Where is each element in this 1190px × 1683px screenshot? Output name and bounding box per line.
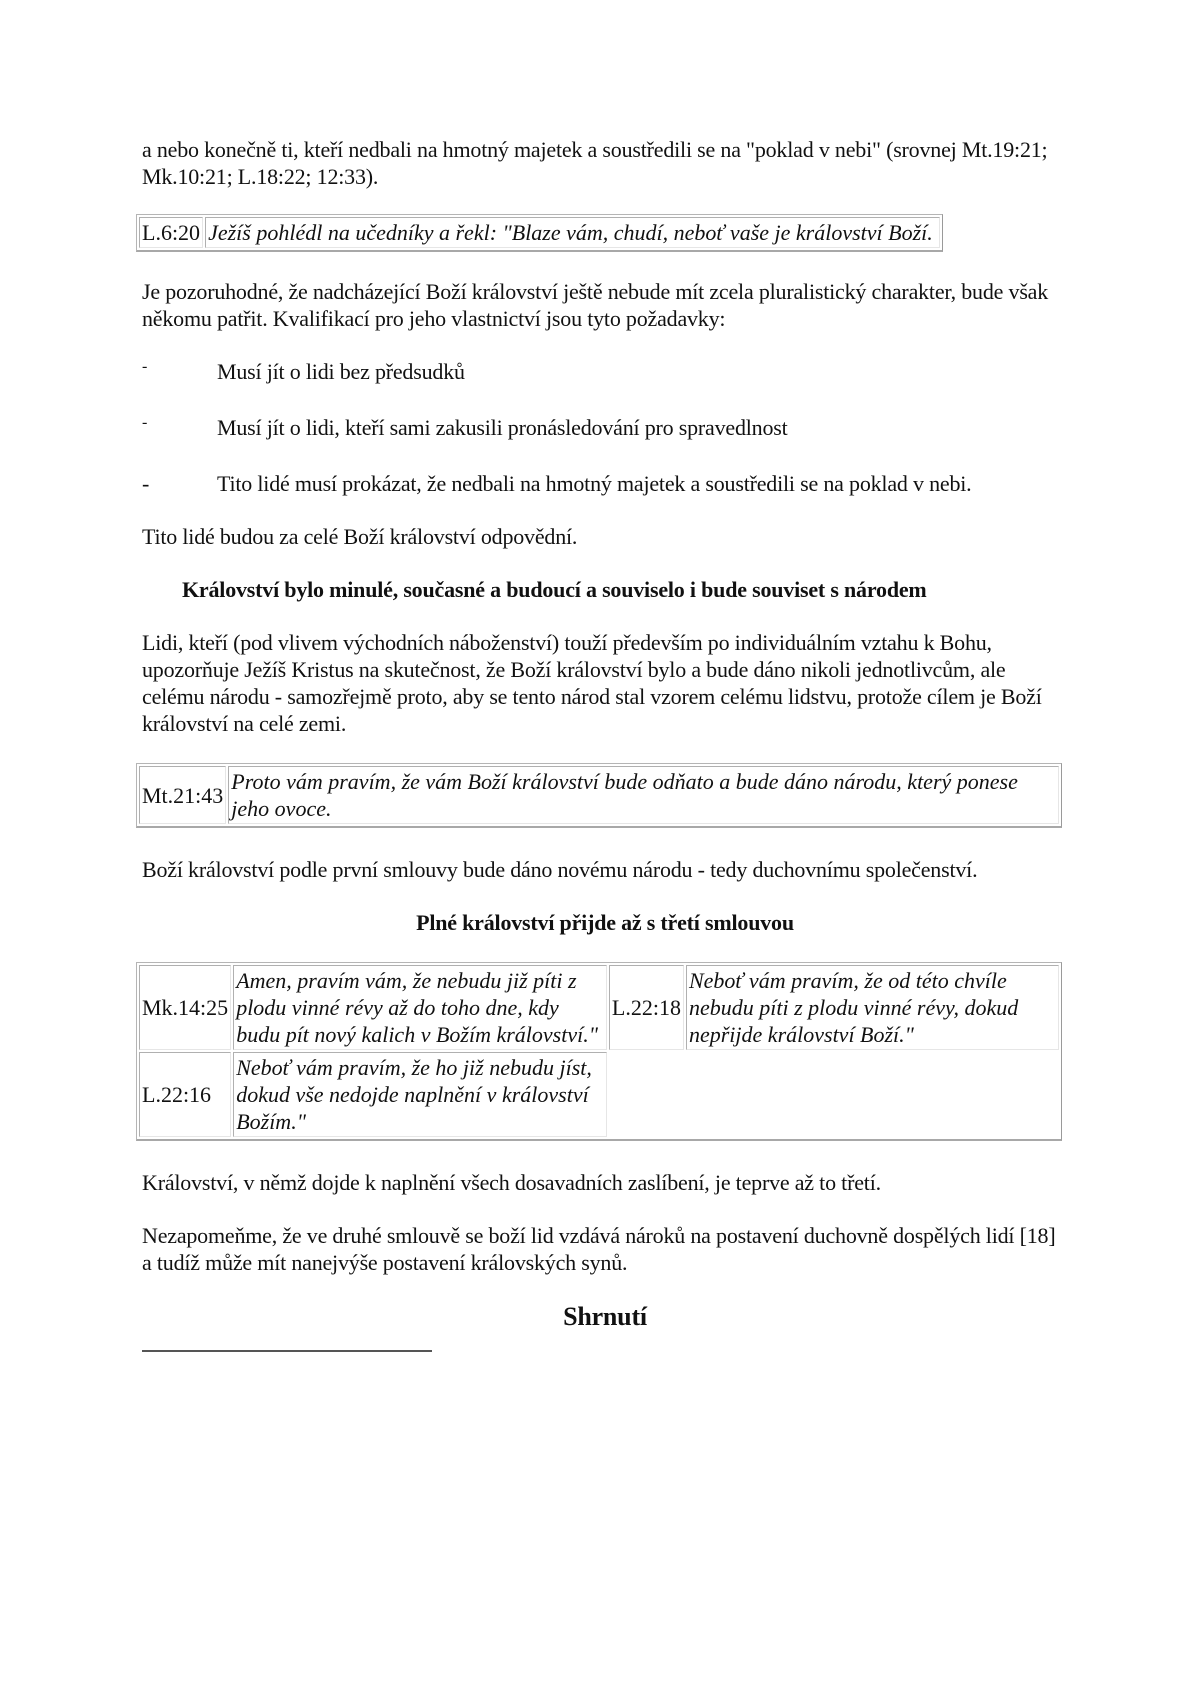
verse-reference: Mt.21:43 [139, 766, 226, 824]
paragraph-first-covenant: Boží království podle první smlouvy bude dáno novému národu - tedy duchovnímu společenství. [142, 857, 978, 882]
verse-quote: Proto vám pravím, že vám Boží království bude odňato a bude dáno národu, který ponese jeho ovoce. [228, 766, 1059, 824]
paragraph-individual-relationship: Lidi, kteří (pod vlivem východních náboženství) touží především po individuálním vztahu k Bohu, upozorňuje Ježíš Kristus na skutečnost, že Boží království bylo a bude dáno nikoli jednotlivcům, ale celému národu - samozřejmě proto, aby se tento národ stal vzorem celému lidstvu, protože cílem je Boží království na celé zemi. [142, 630, 1042, 736]
verse-table-last-supper [136, 962, 1062, 1141]
table-row [139, 217, 940, 248]
requirement-item [142, 414, 1062, 441]
verse-reference: L.22:18 [609, 965, 684, 1050]
dash-marker: - [142, 414, 148, 431]
requirement-text: Musí jít o lidi bez předsudků [217, 359, 465, 384]
verse-table-luke-6-20 [136, 214, 943, 252]
verse-reference: L.6:20 [139, 217, 203, 248]
requirement-item [142, 470, 1062, 497]
section-heading-full-kingdom: Plné království přijde až s třetí smlouvou [416, 910, 794, 935]
paragraph-responsibility: Tito lidé budou za celé Boží království odpovědní. [142, 524, 578, 549]
verse-table-matthew-21-43 [136, 763, 1062, 828]
paragraph-requirements-intro: Je pozoruhodné, že nadcházející Boží království ještě nebude mít zcela pluralistický charakter, bude však někomu patřit. Kvalifikací pro jeho vlastnictví jsou tyto požadavky: [142, 279, 1049, 331]
verse-quote: Ježíš pohlédl na učedníky a řekl: "Blaze vám, chudí, neboť vaše je království Boží. [205, 217, 940, 248]
intro-paragraph: a nebo konečně ti, kteří nedbali na hmotný majetek a soustředili se na "poklad v nebi" (srovnej Mt.19:21; Mk.10:21; L.18:22; 12:33). [142, 137, 1048, 189]
requirement-item [142, 358, 1062, 385]
table-row [139, 1052, 1059, 1137]
requirement-text: Musí jít o lidi, kteří sami zakusili pronásledování pro spravedlnost [217, 415, 788, 440]
dash-marker: - [142, 471, 150, 496]
verse-quote: Amen, pravím vám, že nebudu již píti z plodu vinné révy až do toho dne, kdy budu pít nový kalich v Božím království." [233, 965, 607, 1050]
section-heading-summary: Shrnutí [563, 1302, 647, 1331]
section-heading-kingdom-nation: Království bylo minulé, současné a budoucí a souviselo i bude souviset s národem [182, 577, 927, 602]
table-row [139, 965, 1059, 1050]
paragraph-third-kingdom: Království, v němž dojde k naplnění všech dosavadních zaslíbení, je teprve až to třetí. [142, 1170, 881, 1195]
verse-reference: Mk.14:25 [139, 965, 231, 1050]
verse-quote: Neboť vám pravím, že od této chvíle nebudu píti z plodu vinné révy, dokud nepřijde království Boží." [686, 965, 1059, 1050]
empty-cell [609, 1052, 1059, 1137]
table-row [139, 766, 1059, 824]
document-page [142, 136, 1062, 1352]
requirement-text: Tito lidé musí prokázat, že nedbali na hmotný majetek a soustředili se na poklad v nebi. [217, 471, 972, 496]
verse-quote: Neboť vám pravím, že ho již nebudu jíst, dokud vše nedojde naplnění v království Božím." [233, 1052, 607, 1137]
paragraph-second-covenant: Nezapomeňme, že ve druhé smlouvě se boží lid vzdává nároků na postavení duchovně dospělých lidí [18] a tudíž může mít nanejvýše postavení královských synů. [142, 1223, 1056, 1275]
footnote-separator [142, 1350, 432, 1352]
dash-marker: - [142, 358, 148, 375]
verse-reference: L.22:16 [139, 1052, 231, 1137]
